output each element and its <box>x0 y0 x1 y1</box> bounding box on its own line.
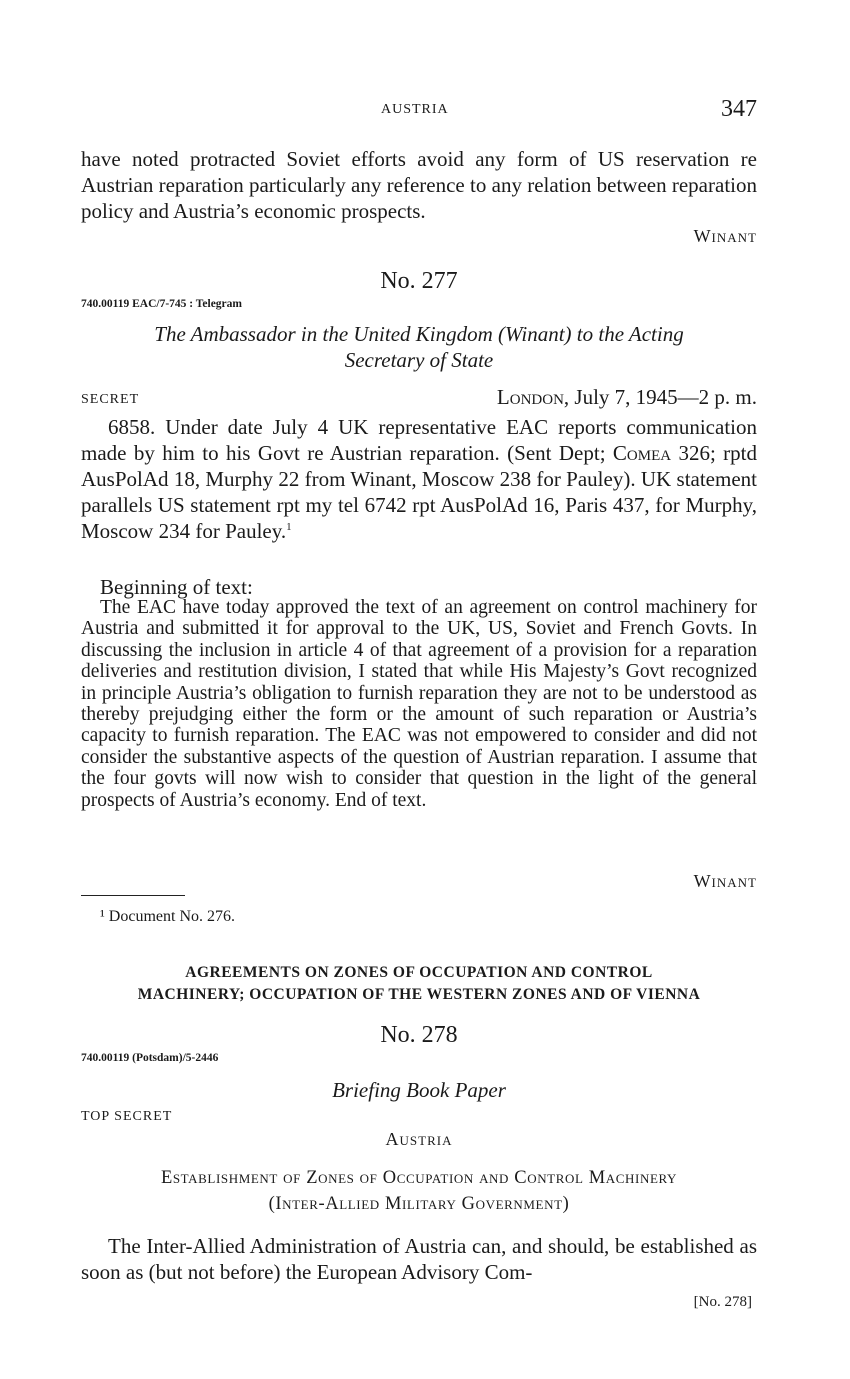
paper-title-278 <box>81 1165 757 1217</box>
place: London <box>496 385 564 409</box>
continuation-marker: [No. 278] <box>693 1294 752 1310</box>
file-reference-277: 740.00119 EAC/7-745 : Telegram <box>81 298 242 310</box>
document-number-278: No. 278 <box>380 1022 458 1048</box>
classification-277: SECRET <box>81 392 140 407</box>
section-heading-line-2: MACHINERY; OCCUPATION OF THE WESTERN ZONES AND OF VIENNA <box>137 986 701 1003</box>
carryover-paragraph: have noted protracted Soviet efforts avoid any form of US reservation re Austrian reparation particularly any reference to any relation between reparation policy and Austria’s economic prospects. <box>81 147 757 223</box>
body-paragraph-278: The Inter-Allied Administration of Austria can, and should, be established as soon as (but not before) the European Advisory Com- <box>81 1234 757 1284</box>
page-header <box>81 96 757 126</box>
body-part-b: 326; rptd AusPolAd 18, Murphy 22 from Winant, Moscow 238 for Pauley). UK statement parallels US statement rpt my tel 6742 rpt AusPolAd 16, Paris 437, for Murphy, Moscow 234 for Pauley. <box>81 441 757 543</box>
carryover-signature: Winant <box>693 226 757 246</box>
footnote-marker: 1 <box>286 521 292 533</box>
footnote-277: ¹ Document No. 276. <box>100 908 235 925</box>
telegram-body-277 <box>81 414 757 544</box>
body-comea: Comea <box>612 441 672 465</box>
quoted-text: The EAC have today approved the text of an agreement on control machinery for Austria and submitted it for approval to the UK, US, Soviet and French Govts. In discussing the inclusion in article 4 of that agreement of a provision for a reparation deliveries and restitution division, I stated that while His Majesty’s Govt recognized in principle Austria’s obligation to furnish reparation they are not to be understood as thereby prejudging either the form or the amount of such reparation or Austria’s capacity to furnish reparation. The EAC was not empowered to consider and did not consider the substantive aspects of the question of Austrian reparation. I assume that the four govts will now wish to consider that question in the light of the general prospects of Austria’s economy. End of text. <box>81 597 757 811</box>
page-number: 347 <box>721 96 757 122</box>
document-caption-277 <box>81 321 757 373</box>
caption-line-1: The Ambassador in the United Kingdom (Winant) to the Acting <box>154 322 684 346</box>
running-title: AUSTRIA <box>381 102 449 117</box>
quote-intro: Beginning of text: <box>100 575 253 599</box>
document-number-277: No. 277 <box>380 268 458 294</box>
paper-title-line-1: Establishment of Zones of Occupation and Control Machinery <box>160 1168 678 1188</box>
document-caption-278: Briefing Book Paper <box>332 1078 506 1102</box>
section-heading-line-1: AGREEMENTS ON ZONES OF OCCUPATION AND CONTROL <box>185 964 653 981</box>
caption-line-2: Secretary of State <box>344 348 494 372</box>
file-reference-278: 740.00119 (Potsdam)/5-2446 <box>81 1052 219 1064</box>
footnote-rule <box>81 895 185 896</box>
date: , July 7, 1945—2 p. m. <box>563 385 757 409</box>
body-part-a: 6858. Under date July 4 UK representative EAC reports communication made by him to his Govt re Austrian reparation. (Sent Dept; <box>81 415 757 465</box>
subject-278: Austria <box>385 1129 453 1149</box>
place-date-277 <box>497 385 757 410</box>
section-heading <box>81 962 757 1006</box>
classification-278: TOP SECRET <box>81 1109 173 1124</box>
paper-title-line-2: (Inter-Allied Military Government) <box>268 1194 570 1214</box>
signature-277: Winant <box>693 871 757 891</box>
